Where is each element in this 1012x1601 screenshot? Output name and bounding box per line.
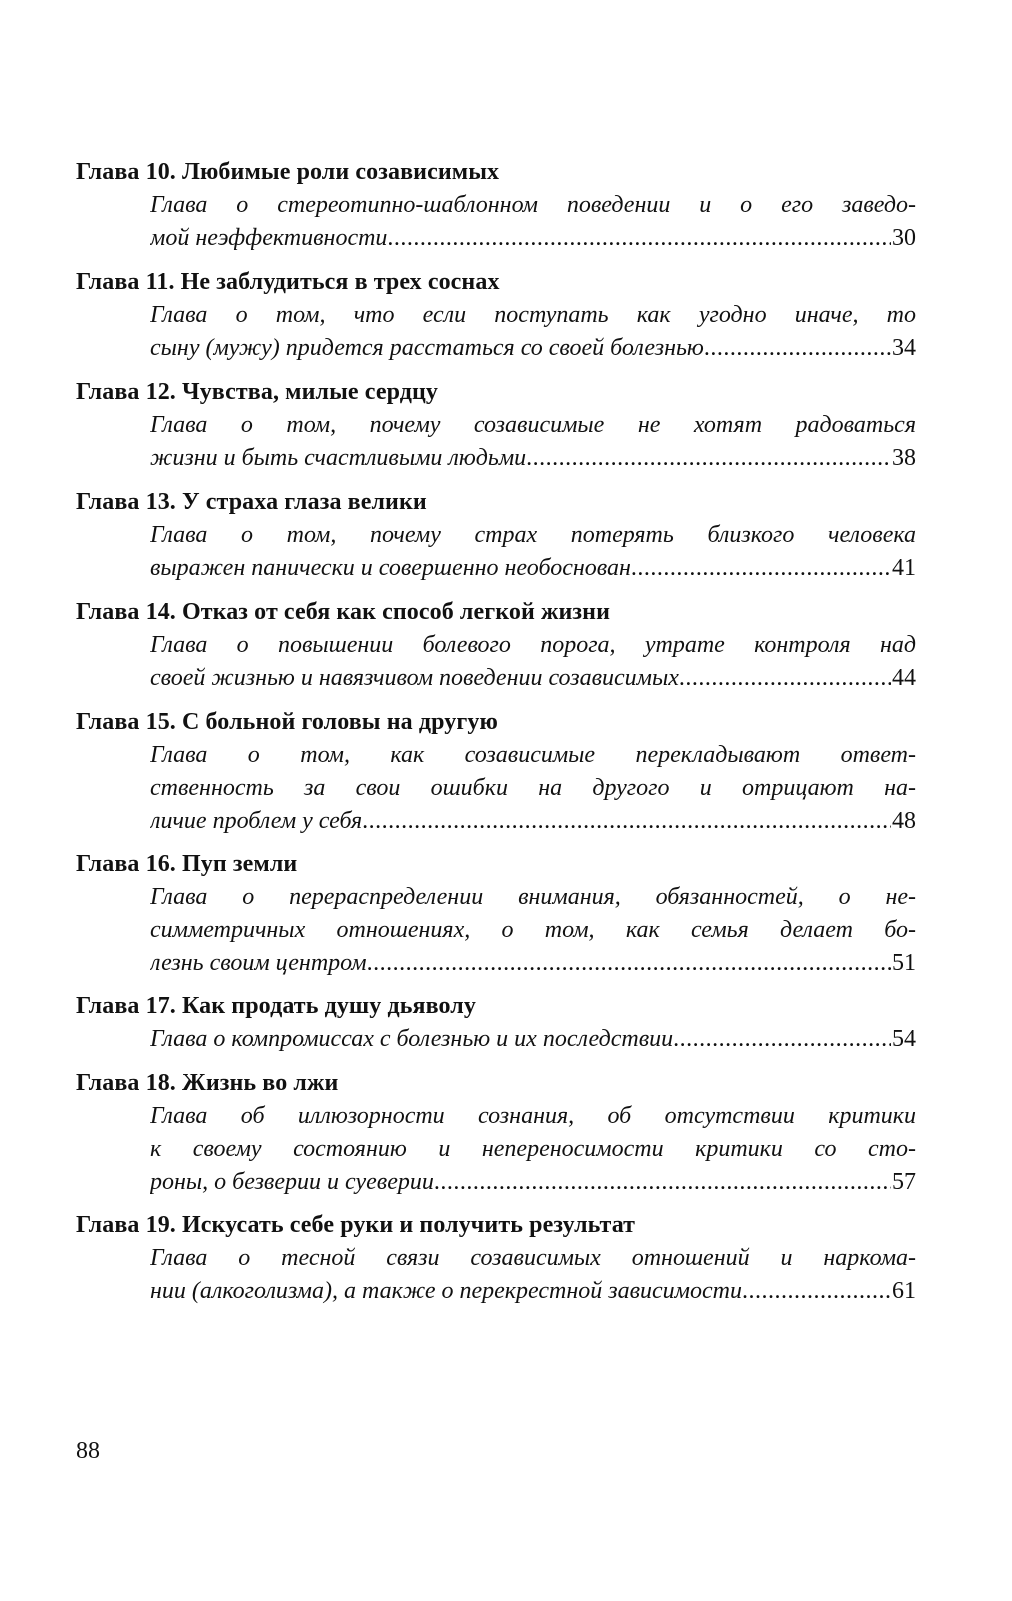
description-text: лезнь своим центром [150, 950, 367, 976]
description-last-line [150, 1024, 916, 1054]
description-line: симметричных отношениях, о том, как семья делает бо- [150, 917, 916, 943]
chapter-title: Глава 17. Как продать душу дьяволу [76, 993, 476, 1019]
dot-leader [673, 1024, 891, 1054]
dot-leader [526, 443, 891, 473]
description-line: ственность за свои ошибки на другого и отрицают на- [150, 775, 916, 801]
dot-leader [704, 333, 891, 363]
description-line: Глава о том, почему страх потерять близкого человека [150, 522, 916, 548]
description-last-line [150, 223, 916, 253]
page-number: 48 [892, 808, 916, 834]
description-last-line [150, 553, 916, 583]
page-number: 34 [892, 335, 916, 361]
dot-leader [434, 1167, 891, 1197]
description-last-line [150, 806, 916, 836]
chapter-title: Глава 15. С больной головы на другую [76, 709, 498, 735]
chapter-title: Глава 18. Жизнь во лжи [76, 1070, 339, 1096]
description-line: Глава о тесной связи созависимых отношений и наркома- [150, 1245, 916, 1271]
page-number: 54 [892, 1026, 916, 1052]
dot-leader [679, 663, 891, 693]
description-line: Глава об иллюзорности сознания, об отсутствии критики [150, 1103, 916, 1129]
dot-leader [362, 806, 891, 836]
description-text: мой неэффективности [150, 225, 388, 251]
description-last-line [150, 663, 916, 693]
page-number: 41 [892, 555, 916, 581]
chapter-title: Глава 19. Искусать себе руки и получить результат [76, 1212, 636, 1238]
description-line: к своему состоянию и непереносимости критики со сто- [150, 1136, 916, 1162]
page-number: 61 [892, 1278, 916, 1304]
description-line: Глава о стереотипно-шаблонном поведении и о его заведо- [150, 192, 916, 218]
page-number: 30 [892, 225, 916, 251]
description-text: выражен панически и совершенно необоснован [150, 555, 631, 581]
description-text: своей жизнью и навязчивом поведении созависимых [150, 665, 679, 691]
page-folio-number: 88 [76, 1438, 100, 1464]
description-line: Глава о перераспределении внимания, обязанностей, о не- [150, 884, 916, 910]
description-text: Глава о компромиссах с болезнью и их последствии [150, 1026, 674, 1052]
page-number: 38 [892, 445, 916, 471]
description-line: Глава о том, как созависимые перекладывают ответ- [150, 742, 916, 768]
chapter-title: Глава 12. Чувства, милые сердцу [76, 379, 438, 405]
description-text: личие проблем у себя [150, 808, 363, 834]
description-text: сыну (мужу) придется расстаться со своей болезнью [150, 335, 704, 361]
dot-leader [387, 223, 891, 253]
dot-leader [742, 1276, 891, 1306]
page-number: 44 [892, 665, 916, 691]
description-last-line [150, 443, 916, 473]
description-last-line [150, 333, 916, 363]
page-number: 51 [892, 950, 916, 976]
description-line: Глава о том, что если поступать как угодно иначе, то [150, 302, 916, 328]
chapter-title: Глава 16. Пуп земли [76, 851, 298, 877]
description-last-line [150, 1167, 916, 1197]
chapter-title: Глава 14. Отказ от себя как способ легкой жизни [76, 599, 611, 625]
dot-leader [631, 553, 891, 583]
description-last-line [150, 1276, 916, 1306]
chapter-title: Глава 10. Любимые роли созависимых [76, 159, 500, 185]
chapter-title: Глава 11. Не заблудиться в трех соснах [76, 269, 500, 295]
page-number: 57 [892, 1169, 916, 1195]
description-text: жизни и быть счастливыми людьми [150, 445, 527, 471]
description-line: Глава о том, почему созависимые не хотят радоваться [150, 412, 916, 438]
description-last-line [150, 948, 916, 978]
description-text: нии (алкоголизма), а также о перекрестной зависимости [150, 1278, 742, 1304]
description-line: Глава о повышении болевого порога, утрате контроля над [150, 632, 916, 658]
description-text: роны, о безверии и суеверии [150, 1169, 434, 1195]
dot-leader [367, 948, 891, 978]
chapter-title: Глава 13. У страха глаза велики [76, 489, 427, 515]
